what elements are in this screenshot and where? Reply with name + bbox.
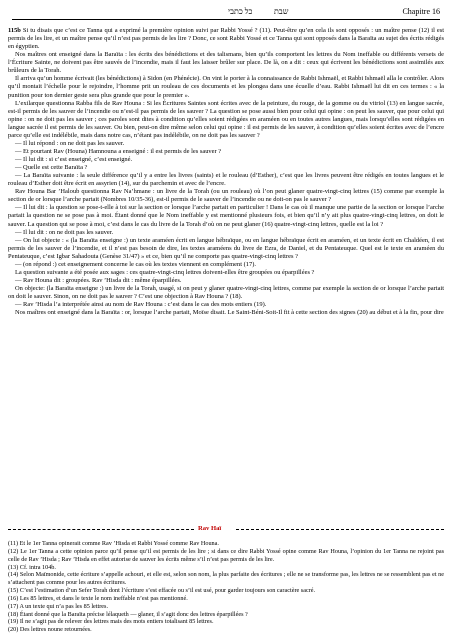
paragraph: — Il lui répond : on ne doit pas les sauver. (15, 139, 125, 147)
paragraph: — Rav ’Hisda l’a interprétée ainsi au nom de Rav Houna : c’est dans le cas des mots entiers (19). (15, 301, 267, 309)
paragraph: — Et pourtant Rav (Houna) Hamnouna a enseigné : il est permis de les sauver ? (15, 147, 222, 155)
footnote: (19) Il ne s’agit pas de relever des lettres mais des mots entiers totalisant 85 lettres. (8, 618, 214, 626)
commentary-separator (8, 525, 444, 533)
paragraph: L’exilarque questionna Rabba fils de Rav Houna : Si les Écritures Saintes sont écrites avec de la peinture, du rouge, de la gomme ou du vitriol (13) en langue sacrée, est-il permis de les sauver de l’incendie ou n’est-il pas permis de les sauver ? La question se pose aussi bien pour celui qui opine : on peut les sauver, que pour celui qui opine : on ne doit pas les sauver ; ces paroles sont dites à condition qu’elles soient rédigées en araméen ou en toutes autres langues, mais lorsqu’elles sont rédigées en langue sacrée il est permis de les sauver. Ou bien, peut-on dire même selon celui qui opine : il est permis de les sauver, à condition qu’elles soient écrites avec de l’encre parce qu’elle est indélébile, mais dans notre cas, n’étant pas indélébile, on ne doit pas les sauver ? (8, 99, 444, 139)
paragraph: — Il lui dit : on ne doit pas les sauver. (15, 228, 114, 236)
footnote: (20) Des lettres noune retournées. (8, 626, 92, 634)
footnote: (13) Cf. intra 104b. (8, 563, 56, 571)
paragraph: On objecte: (la Baraïta enseigne :) un livre de la Torah, usagé, si on peut y glaner quatre-vingt-cinq lettres, comme par exemple la section de or lorsque l’arche partait on doit le sauver. Sinon, on ne doit pas le sauver ? C’est une objection à Rav Houna ? (18). (8, 285, 444, 301)
paragraph: — Quelle est cette Baraïta ? (15, 164, 88, 172)
footnote: (17) A un texte qui n’a pas les 85 lettres. (8, 602, 109, 610)
paragraph: — Il lui dit : la question se pose-t-elle à toi sur la section or lorsque l’arche partait en particulier ! Dans le cas où il manque une partie de la section or lorsque l’arche partait la question ne se pose pas à moi. Étant donné que le Nom ineffable y est mentionné plusieurs fois, et bien qu’il n’y ait plus quatre-vingt-cinq lettres, on doit le sauver. La question qui se pose à moi, c’est dans le cas du livre de la Torah d’où on ne peut glaner (16) quatre-vingt-cinq lettres, quelle est la loi ? (8, 204, 444, 228)
separator-line-left (8, 529, 194, 530)
paragraph: Nos maîtres ont enseigné dans la Baraïta : les écrits des bénédictions et des talismans, bien qu’ils comportent les lettres du Nom ineffable ou différents versets de l’Écriture Sainte, ne doivent pas être sauvés de l’incendie, mais il faut les laisser brûler sur place. De là, on a dit : ceux qui écrivent les bénédictions sont assimilés aux brûleurs de la Torah. (8, 51, 444, 75)
header-chapter: Chapitre 16 (402, 7, 440, 16)
folio-number: 115b (8, 27, 21, 34)
separator-label: Rav Haï (198, 525, 222, 532)
footnote: (14) Selon Maïmonide, cette écriture s’appelle achouri, et elle est, selon son nom, la plus parfaite des écritures ; elle ne se transforme pas, les lettres ne se ressemblent pas et ne s’attachent pas comme pour les autres écritures. (8, 571, 444, 587)
paragraph: — (on répond :) cet enseignement concerne le cas où les textes viennent en complément (17). (15, 260, 256, 268)
running-header (12, 6, 440, 20)
paragraph: Nos maîtres ont enseigné dans la Baraïta : or, lorsque l’arche partait, Moïse disait. Le Saint-Béni-Soit-Il fit à cette section des signes (20) au début et à la fin, pour dire (15, 309, 444, 317)
paragraph: — Rav Houna dit : groupées. Rav ’Hisda dit : même éparpillées. (15, 276, 182, 284)
header-hebrew-tractate: שבת (274, 7, 289, 16)
paragraph: Rav Houna Bar ’Haloub questionna Rav Na’hmane : un livre de la Torah (ou un rouleau) où l’on peut glaner quatre-vingt-cinq lettres (15) comme par exemple la section de or lorsque l’arche partait (Nombres 10/35-36), est-il permis de le sauver de l’incendie ou ne doit-on pas le sauver ? (8, 188, 444, 204)
paragraph: — Il lui dit : si c’est enseigné, c’est enseigné. (15, 156, 133, 163)
footnote: (11) Et le 1er Tanna opinerait comme Rav ’Hisda et Rabbi Yossé comme Rav Houna. (8, 540, 219, 547)
separator-line-right (236, 529, 444, 530)
paragraph: — On lui objecte : « (la Baraïta enseigne :) un texte araméen écrit en langue hébraïque, ou en langue hébraïque écrit en araméen, et un texte écrit en Chaldéen, il est permis de les sauver de l’incendie, et il n’est pas besoin de dire, les textes araméens du livre de Ezra, de Daniel, et du Pentateuque. Quel est le texte en araméen du Pentateuque, c’est Igbar Sahadouta (Genèse 31/47) » et ce, bien qu’il ne comporte pas quatre-vingt-cinq lettres ? (8, 236, 444, 260)
paragraph: La question suivante a été posée aux sages : ces quatre-vingt-cinq lettres doivent-elles être groupées ou éparpillées ? (15, 268, 315, 276)
paragraph: 115b Si tu disais que c’est ce Tanna qui a exprimé la première opinion suivi par Rabbi Yossé ? (11). Peut-être qu’en cela ils sont opposés : un maître pense (12) il est permis de les lire, et un maître pense qu’il n’est pas permis de les lire ? Donc, ce sont Rabbi Yossé et ce Tanna qui sont opposés dans la Baraïta au sujet des écrits rédigés en égyptien. (8, 27, 444, 51)
footnote: (18) Étant donné que la Baraïta précise lélaqueth — glaner, il s’agit donc des lettres éparpillées ? (8, 610, 248, 618)
header-hebrew-title: כל כתבי (228, 7, 253, 16)
main-text (8, 27, 444, 317)
footnote: (12) Le 1er Tanna a cette opinion parce qu’il pense qu’il est permis de les lire ; si dans ce dire Rabbi Yossé opine comme Rav Houna, l’opinion du 1er Tanna ne rejoint pas celle de Rav ’Hisda ; Rav ’Hisda en effet autorise de sauver les écrits même s’il n’est pas permis de les lire. (8, 547, 444, 563)
footnote: (16) Les 85 lettres, et dans le texte le nom ineffable n’est pas mentionné. (8, 594, 188, 602)
footnotes (8, 540, 444, 634)
paragraph: Il arriva qu’un homme écrivait (les bénédictions) à Sidon (en Phénécie). On vint le porter à la connaissance de Rabbi Ishmaël, et Rabbi Ishmaël alla le contrôler. Alors qu’il montait l’échelle pour le rejoindre, l’homme prit un rouleau de ces documents et les plongea dans une écuelle d’eau. Rabbi Ishmaël lui dit en ces termes : « la punition pour ton dernier geste sera plus grande que pour le premier ». (8, 75, 444, 99)
paragraph: — La Baraïta suivante : la seule différence qu’il y a entre les livres (saints) et le rouleau (d’Esther), c’est que les livres peuvent être rédigés en toutes langues et le rouleau d’Esther doit être écrit en assyrien (14), sur du parchemin et avec de l’encre. (8, 172, 444, 188)
footnote: (15) C’est l’estimation d’un Sefer Torah dont l’écriture s’est effacée ou s’il est usé, pour garder toujours son caractère sacré. (8, 587, 316, 595)
